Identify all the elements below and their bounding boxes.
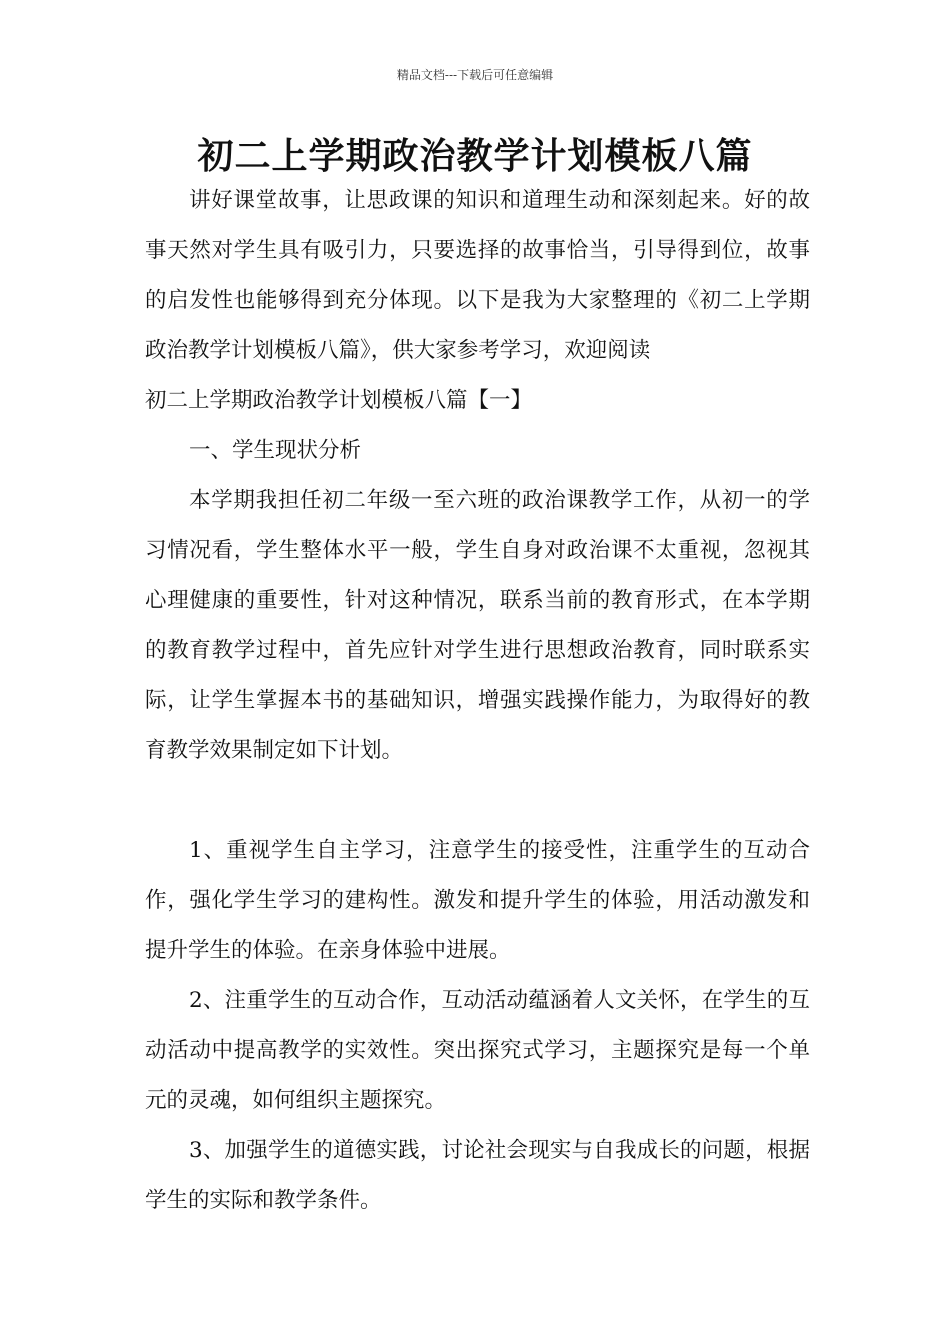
- section-heading: 初二上学期政治教学计划模板八篇【一】: [145, 388, 533, 413]
- points-block: [145, 826, 810, 1226]
- analysis-paragraph: 本学期我担任初二年级一至六班的政治课教学工作，从初一的学习情况看，学生整体水平一般，学生自身对政治课不太重视，忽视其心理健康的重要性，针对这种情况，联系当前的教育形式，在本学期的教育教学过程中，首先应针对学生进行思想政治教育，同时联系实际，让学生掌握本书的基础知识，增强实践操作能力，为取得好的教育教学效果制定如下计划。: [145, 488, 810, 763]
- page-header: 精品文档---下载后可任意编辑: [396, 68, 554, 82]
- analysis-block: [145, 426, 810, 776]
- point-item: 1、重视学生自主学习，注意学生的接受性，注重学生的互动合作，强化学生学习的建构性。激发和提升学生的体验，用活动激发和提升学生的体验。在亲身体验中进展。: [145, 838, 810, 963]
- document-title: 初二上学期政治教学计划模板八篇: [197, 136, 753, 177]
- subheading: 一、学生现状分析: [189, 438, 362, 463]
- point-item: 2、注重学生的互动合作，互动活动蕴涵着人文关怀，在学生的互动活动中提高教学的实效性。突出探究式学习，主题探究是每一个单元的灵魂，如何组织主题探究。: [145, 988, 810, 1113]
- point-item: 3、加强学生的道德实践，讨论社会现实与自我成长的问题，根据学生的实际和教学条件。: [145, 1138, 810, 1213]
- intro-paragraph: 讲好课堂故事，让思政课的知识和道理生动和深刻起来。好的故事天然对学生具有吸引力，只要选择的故事恰当，引导得到位，故事的启发性也能够得到充分体现。以下是我为大家整理的《初二上学期政治教学计划模板八篇》，供大家参考学习，欢迎阅读: [145, 188, 810, 363]
- intro-block: [145, 176, 810, 426]
